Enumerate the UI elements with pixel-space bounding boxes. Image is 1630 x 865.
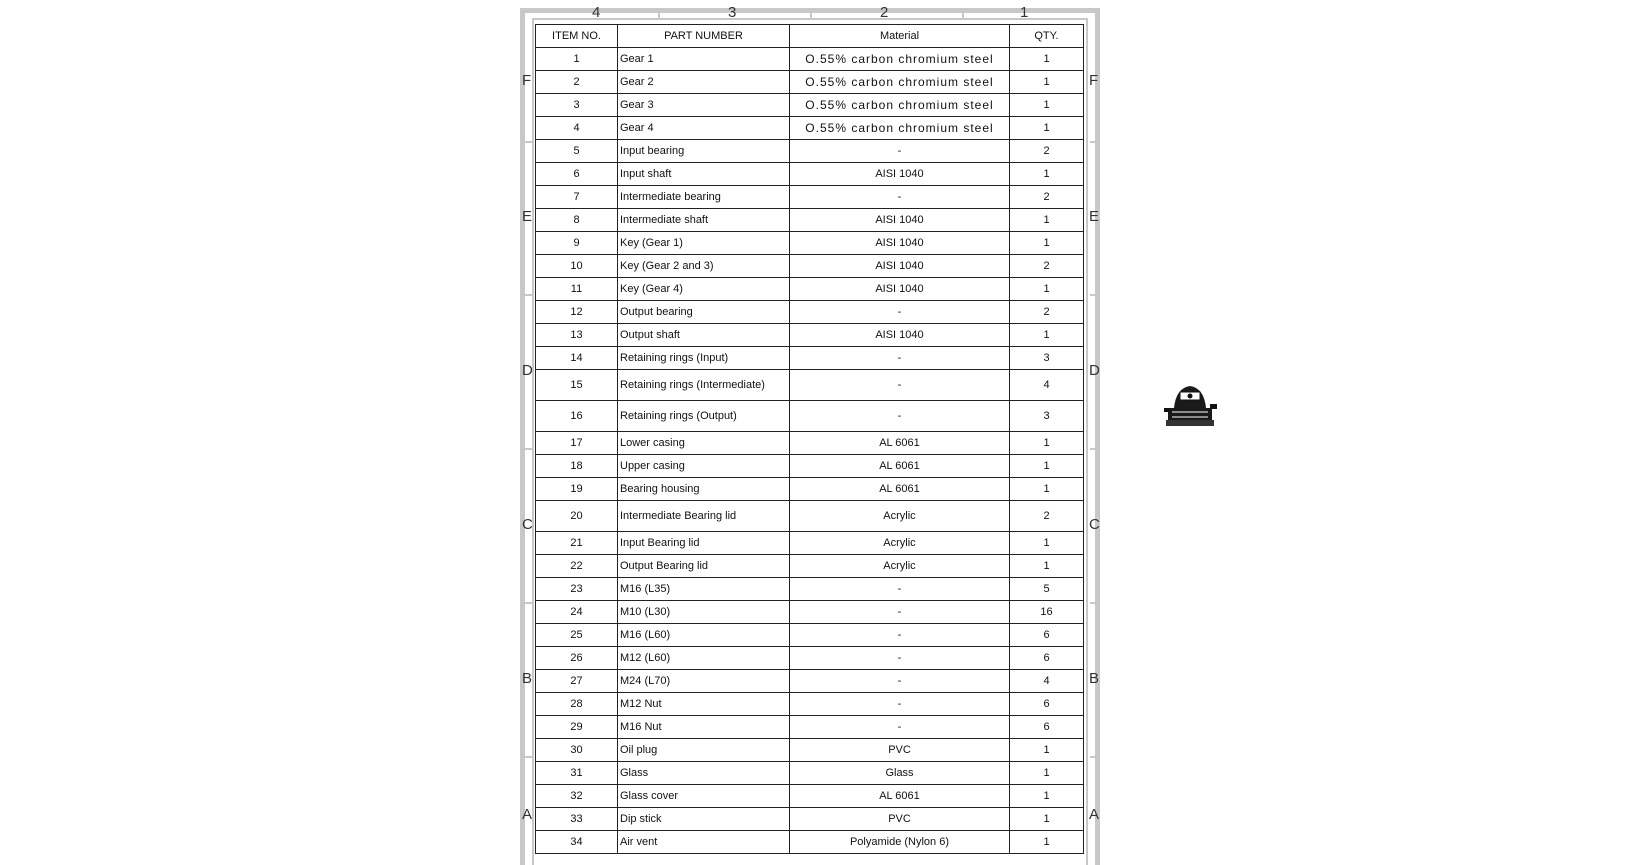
- quantity-cell: 1: [1010, 117, 1084, 140]
- zone-divider-tick: [1090, 448, 1098, 450]
- item-number-cell: 20: [536, 501, 618, 532]
- quantity-cell: 1: [1010, 432, 1084, 455]
- item-number-cell: 6: [536, 163, 618, 186]
- table-row: [536, 670, 1084, 693]
- item-number-cell: 25: [536, 624, 618, 647]
- part-number-cell: Gear 3: [618, 94, 790, 117]
- quantity-cell: 1: [1010, 739, 1084, 762]
- part-number-cell: Dip stick: [618, 808, 790, 831]
- zone-row-label-right: F: [1089, 72, 1099, 89]
- material-cell: AL 6061: [790, 455, 1010, 478]
- quantity-cell: 1: [1010, 209, 1084, 232]
- quantity-cell: 2: [1010, 301, 1084, 324]
- item-number-cell: 10: [536, 255, 618, 278]
- material-cell: -: [790, 186, 1010, 209]
- zone-row-label-right: C: [1089, 516, 1100, 533]
- part-number-cell: Key (Gear 2 and 3): [618, 255, 790, 278]
- item-number-cell: 23: [536, 578, 618, 601]
- quantity-cell: 3: [1010, 401, 1084, 432]
- item-number-cell: 8: [536, 209, 618, 232]
- part-number-cell: Air vent: [618, 831, 790, 854]
- part-number-cell: Gear 2: [618, 71, 790, 94]
- quantity-cell: 1: [1010, 71, 1084, 94]
- item-number-cell: 28: [536, 693, 618, 716]
- material-cell: AL 6061: [790, 785, 1010, 808]
- part-number-cell: M24 (L70): [618, 670, 790, 693]
- zone-divider-tick: [1090, 294, 1098, 296]
- bill-of-materials-table: [535, 24, 1084, 854]
- zone-row-label-left: C: [522, 516, 533, 533]
- item-number-cell: 14: [536, 347, 618, 370]
- item-number-cell: 4: [536, 117, 618, 140]
- table-row: [536, 501, 1084, 532]
- item-number-cell: 31: [536, 762, 618, 785]
- material-cell: -: [790, 693, 1010, 716]
- quantity-cell: 1: [1010, 324, 1084, 347]
- header-part-number: PART NUMBER: [618, 25, 790, 48]
- quantity-cell: 4: [1010, 370, 1084, 401]
- item-number-cell: 2: [536, 71, 618, 94]
- quantity-cell: 1: [1010, 532, 1084, 555]
- table-row: [536, 578, 1084, 601]
- material-cell: -: [790, 670, 1010, 693]
- zone-divider-tick: [524, 294, 532, 296]
- part-number-cell: Key (Gear 4): [618, 278, 790, 301]
- quantity-cell: 1: [1010, 278, 1084, 301]
- zone-row-label-right: B: [1089, 670, 1100, 687]
- material-cell: O.55% carbon chromium steel: [790, 117, 1010, 140]
- table-row: [536, 624, 1084, 647]
- quantity-cell: 6: [1010, 716, 1084, 739]
- table-row: [536, 163, 1084, 186]
- item-number-cell: 9: [536, 232, 618, 255]
- quantity-cell: 1: [1010, 555, 1084, 578]
- table-row: [536, 48, 1084, 71]
- zone-row-label-left: E: [522, 208, 533, 225]
- zone-row-label-left: B: [522, 670, 533, 687]
- item-number-cell: 11: [536, 278, 618, 301]
- material-cell: Glass: [790, 762, 1010, 785]
- part-number-cell: Output bearing: [618, 301, 790, 324]
- material-cell: AISI 1040: [790, 232, 1010, 255]
- part-number-cell: Lower casing: [618, 432, 790, 455]
- material-cell: AISI 1040: [790, 255, 1010, 278]
- material-cell: AL 6061: [790, 432, 1010, 455]
- zone-row-label-left: A: [522, 806, 533, 823]
- part-number-cell: M10 (L30): [618, 601, 790, 624]
- table-row: [536, 347, 1084, 370]
- part-number-cell: Retaining rings (Input): [618, 347, 790, 370]
- quantity-cell: 1: [1010, 831, 1084, 854]
- table-row: [536, 831, 1084, 854]
- part-number-cell: M16 (L35): [618, 578, 790, 601]
- table-row: [536, 209, 1084, 232]
- item-number-cell: 17: [536, 432, 618, 455]
- material-cell: AL 6061: [790, 478, 1010, 501]
- item-number-cell: 12: [536, 301, 618, 324]
- zone-column-label: 2: [880, 4, 889, 21]
- part-number-cell: Input Bearing lid: [618, 532, 790, 555]
- table-row: [536, 186, 1084, 209]
- table-row: [536, 370, 1084, 401]
- zone-divider-tick: [524, 602, 532, 604]
- quantity-cell: 1: [1010, 785, 1084, 808]
- zone-divider-tick: [962, 12, 964, 20]
- zone-divider-tick: [1090, 602, 1098, 604]
- item-number-cell: 33: [536, 808, 618, 831]
- quantity-cell: 1: [1010, 163, 1084, 186]
- zone-divider-tick: [658, 12, 660, 20]
- part-number-cell: Bearing housing: [618, 478, 790, 501]
- material-cell: -: [790, 347, 1010, 370]
- item-number-cell: 18: [536, 455, 618, 478]
- material-cell: Polyamide (Nylon 6): [790, 831, 1010, 854]
- quantity-cell: 1: [1010, 455, 1084, 478]
- quantity-cell: 1: [1010, 762, 1084, 785]
- part-number-cell: Intermediate Bearing lid: [618, 501, 790, 532]
- quantity-cell: 1: [1010, 232, 1084, 255]
- table-row: [536, 785, 1084, 808]
- quantity-cell: 1: [1010, 478, 1084, 501]
- table-row: [536, 693, 1084, 716]
- item-number-cell: 16: [536, 401, 618, 432]
- material-cell: AISI 1040: [790, 209, 1010, 232]
- zone-row-label-right: E: [1089, 208, 1100, 225]
- material-cell: -: [790, 624, 1010, 647]
- table-row: [536, 232, 1084, 255]
- table-header-row: [536, 25, 1084, 48]
- part-number-cell: M12 (L60): [618, 647, 790, 670]
- part-number-cell: Input bearing: [618, 140, 790, 163]
- material-cell: Acrylic: [790, 501, 1010, 532]
- material-cell: PVC: [790, 739, 1010, 762]
- table-row: [536, 117, 1084, 140]
- material-cell: AISI 1040: [790, 163, 1010, 186]
- table-row: [536, 808, 1084, 831]
- quantity-cell: 6: [1010, 647, 1084, 670]
- zone-divider-tick: [524, 448, 532, 450]
- item-number-cell: 1: [536, 48, 618, 71]
- material-cell: -: [790, 370, 1010, 401]
- table-row: [536, 716, 1084, 739]
- material-cell: Acrylic: [790, 532, 1010, 555]
- table-row: [536, 601, 1084, 624]
- quantity-cell: 4: [1010, 670, 1084, 693]
- quantity-cell: 2: [1010, 255, 1084, 278]
- table-body: [536, 48, 1084, 854]
- material-cell: PVC: [790, 808, 1010, 831]
- material-cell: -: [790, 401, 1010, 432]
- part-number-cell: Output shaft: [618, 324, 790, 347]
- material-cell: AISI 1040: [790, 278, 1010, 301]
- zone-column-label: 4: [592, 4, 601, 21]
- material-cell: -: [790, 647, 1010, 670]
- header-qty: QTY.: [1010, 25, 1084, 48]
- table-row: [536, 478, 1084, 501]
- part-number-cell: Oil plug: [618, 739, 790, 762]
- quantity-cell: 6: [1010, 693, 1084, 716]
- item-number-cell: 22: [536, 555, 618, 578]
- item-number-cell: 21: [536, 532, 618, 555]
- table-row: [536, 739, 1084, 762]
- quantity-cell: 1: [1010, 808, 1084, 831]
- table-row: [536, 71, 1084, 94]
- material-cell: AISI 1040: [790, 324, 1010, 347]
- part-number-cell: Key (Gear 1): [618, 232, 790, 255]
- table-row: [536, 455, 1084, 478]
- table-row: [536, 324, 1084, 347]
- material-cell: Acrylic: [790, 555, 1010, 578]
- part-number-cell: Glass cover: [618, 785, 790, 808]
- part-number-cell: Retaining rings (Intermediate): [618, 370, 790, 401]
- part-number-cell: M12 Nut: [618, 693, 790, 716]
- table-row: [536, 94, 1084, 117]
- part-number-cell: Retaining rings (Output): [618, 401, 790, 432]
- material-cell: -: [790, 301, 1010, 324]
- zone-row-label-left: F: [522, 72, 532, 89]
- zone-divider-tick: [1090, 141, 1098, 143]
- zone-column-label: 1: [1020, 4, 1029, 21]
- quantity-cell: 1: [1010, 48, 1084, 71]
- item-number-cell: 29: [536, 716, 618, 739]
- quantity-cell: 2: [1010, 140, 1084, 163]
- material-cell: O.55% carbon chromium steel: [790, 48, 1010, 71]
- table-row: [536, 532, 1084, 555]
- material-cell: O.55% carbon chromium steel: [790, 94, 1010, 117]
- table-row: [536, 140, 1084, 163]
- part-number-cell: Glass: [618, 762, 790, 785]
- zone-divider-tick: [524, 756, 532, 758]
- part-number-cell: Intermediate shaft: [618, 209, 790, 232]
- table-row: [536, 401, 1084, 432]
- quantity-cell: 3: [1010, 347, 1084, 370]
- material-cell: -: [790, 140, 1010, 163]
- table-row: [536, 278, 1084, 301]
- item-number-cell: 26: [536, 647, 618, 670]
- part-number-cell: Input shaft: [618, 163, 790, 186]
- material-cell: -: [790, 716, 1010, 739]
- item-number-cell: 15: [536, 370, 618, 401]
- item-number-cell: 5: [536, 140, 618, 163]
- part-number-cell: Gear 1: [618, 48, 790, 71]
- material-cell: -: [790, 601, 1010, 624]
- part-number-cell: M16 (L60): [618, 624, 790, 647]
- zone-divider-tick: [524, 141, 532, 143]
- gearbox-assembly-icon: [1162, 378, 1218, 430]
- zone-row-label-right: A: [1089, 806, 1100, 823]
- item-number-cell: 30: [536, 739, 618, 762]
- header-material: Material: [790, 25, 1010, 48]
- part-number-cell: M16 Nut: [618, 716, 790, 739]
- quantity-cell: 2: [1010, 501, 1084, 532]
- table-row: [536, 762, 1084, 785]
- part-number-cell: Upper casing: [618, 455, 790, 478]
- table-row: [536, 647, 1084, 670]
- material-cell: -: [790, 578, 1010, 601]
- quantity-cell: 6: [1010, 624, 1084, 647]
- quantity-cell: 1: [1010, 94, 1084, 117]
- part-number-cell: Output Bearing lid: [618, 555, 790, 578]
- part-number-cell: Intermediate bearing: [618, 186, 790, 209]
- table-row: [536, 301, 1084, 324]
- quantity-cell: 16: [1010, 601, 1084, 624]
- header-item-no: ITEM NO.: [536, 25, 618, 48]
- item-number-cell: 32: [536, 785, 618, 808]
- zone-row-label-right: D: [1089, 362, 1100, 379]
- item-number-cell: 24: [536, 601, 618, 624]
- item-number-cell: 7: [536, 186, 618, 209]
- part-number-cell: Gear 4: [618, 117, 790, 140]
- item-number-cell: 27: [536, 670, 618, 693]
- zone-column-label: 3: [728, 4, 737, 21]
- zone-divider-tick: [810, 12, 812, 20]
- item-number-cell: 19: [536, 478, 618, 501]
- table-row: [536, 555, 1084, 578]
- item-number-cell: 13: [536, 324, 618, 347]
- quantity-cell: 2: [1010, 186, 1084, 209]
- quantity-cell: 5: [1010, 578, 1084, 601]
- item-number-cell: 34: [536, 831, 618, 854]
- zone-divider-tick: [1090, 756, 1098, 758]
- table-row: [536, 255, 1084, 278]
- zone-row-label-left: D: [522, 362, 533, 379]
- item-number-cell: 3: [536, 94, 618, 117]
- table-row: [536, 432, 1084, 455]
- material-cell: O.55% carbon chromium steel: [790, 71, 1010, 94]
